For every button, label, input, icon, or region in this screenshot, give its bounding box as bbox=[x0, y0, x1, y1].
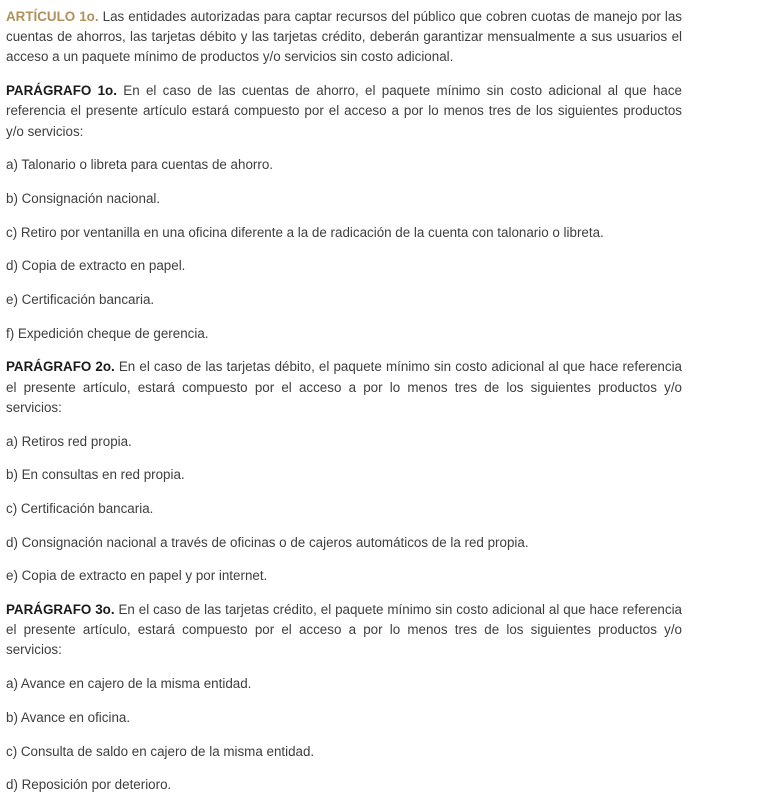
list-item: a) Retiros red propia. bbox=[6, 433, 132, 449]
list-item: e) Certificación bancaria. bbox=[6, 292, 155, 308]
list-item: b) En consultas en red propia. bbox=[6, 467, 185, 483]
list-item: f) Expedición cheque de gerencia. bbox=[6, 325, 209, 341]
legal-document bbox=[6, 7, 682, 809]
paragraph-title: PARÁGRAFO 3o. bbox=[6, 602, 115, 618]
list-item: d) Copia de extracto en papel. bbox=[6, 258, 186, 274]
list-item: d) Consignación nacional a través de oficinas o de cajeros automáticos de la red propia. bbox=[6, 534, 529, 550]
list-item: c) Retiro por ventanilla en una oficina diferente a la de radicación de la cuenta con talonario o libreta. bbox=[6, 224, 604, 240]
article-title: ARTÍCULO 1o. bbox=[6, 9, 99, 24]
list-item: b) Consignación nacional. bbox=[6, 190, 161, 206]
paragraph-title: PARÁGRAFO 1o. bbox=[6, 83, 117, 99]
list-item: d) Reposición por deterioro. bbox=[6, 777, 172, 793]
article-1 bbox=[6, 7, 682, 68]
article-text: Las entidades autorizadas para captar recursos del público que cobren cuotas de manejo por las cuentas de ahorros, las tarjetas débito y las tarjetas crédito, deberán garantizar mensualmente a sus usuarios el acceso a un paquete mínimo de productos y/o servicios sin costo adicional. bbox=[6, 9, 683, 65]
paragraph-text: En el caso de las cuentas de ahorro, el paquete mínimo sin costo adicional al que hace referencia el presente artículo estará compuesto por el acceso a por lo menos tres de los siguientes productos y/o servicios: bbox=[6, 83, 682, 139]
paragraph-3 bbox=[6, 600, 682, 661]
list-item: c) Certificación bancaria. bbox=[6, 500, 154, 516]
list-item: b) Avance en oficina. bbox=[6, 709, 131, 725]
paragraph-text: En el caso de las tarjetas crédito, el paquete mínimo sin costo adicional al que hace referencia el presente artículo, estará compuesto por el acceso a por lo menos tres de los siguientes productos y/o servicios: bbox=[6, 602, 682, 658]
list-item: c) Consulta de saldo en cajero de la misma entidad. bbox=[6, 743, 315, 759]
list-item: a) Talonario o libreta para cuentas de ahorro. bbox=[6, 157, 273, 173]
list-item: e) Copia de extracto en papel y por internet. bbox=[6, 568, 268, 584]
paragraph-2 bbox=[6, 357, 682, 418]
paragraph-text: En el caso de las tarjetas débito, el paquete mínimo sin costo adicional al que hace referencia el presente artículo, estará compuesto por el acceso a por lo menos tres de los siguientes productos y/o servicios: bbox=[6, 359, 682, 415]
list-item: a) Avance en cajero de la misma entidad. bbox=[6, 676, 252, 692]
paragraph-title: PARÁGRAFO 2o. bbox=[6, 359, 115, 375]
paragraph-1 bbox=[6, 81, 682, 142]
